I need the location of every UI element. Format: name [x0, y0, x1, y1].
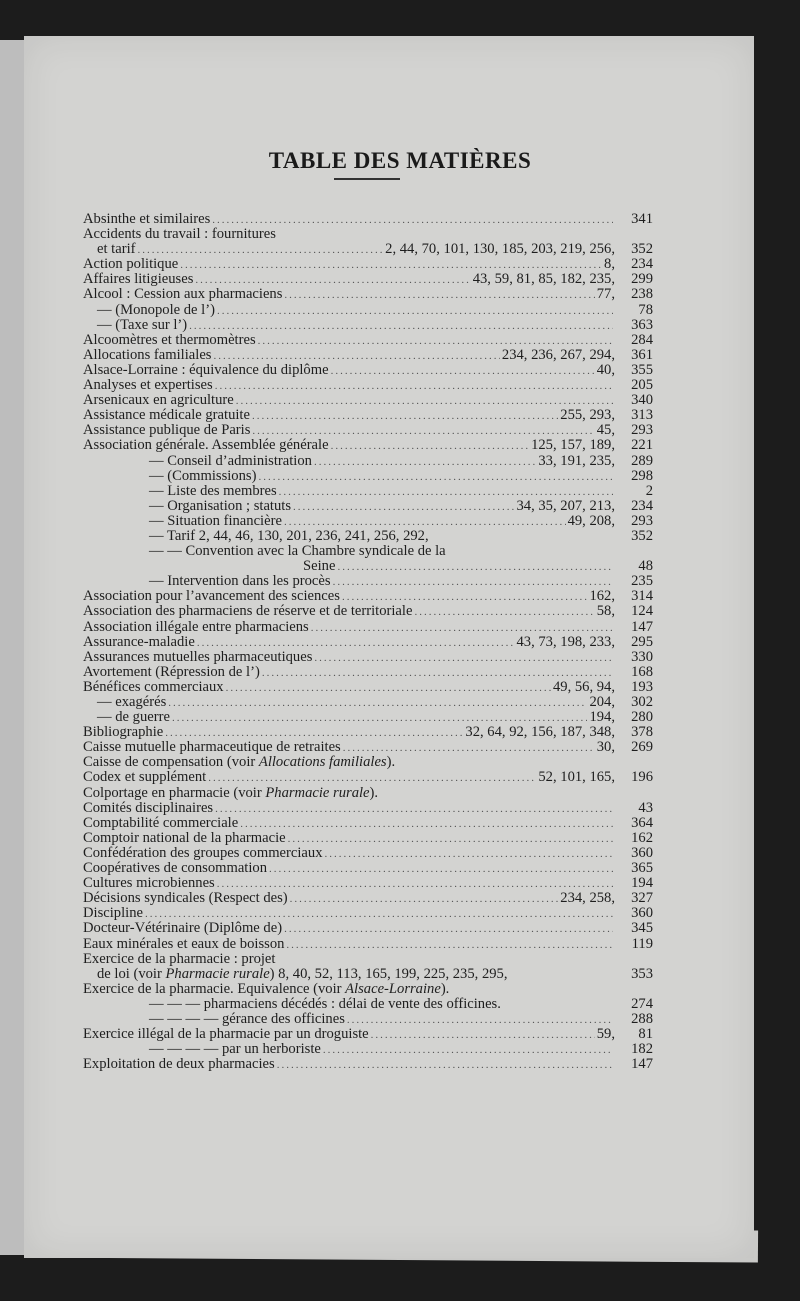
leader-dots — [284, 922, 613, 937]
leader-dots — [371, 1028, 595, 1043]
toc-entry — [83, 770, 653, 785]
toc-entry-label: Exercice illégal de la pharmacie par un droguiste — [83, 1026, 369, 1043]
toc-entry-text — [83, 620, 309, 635]
toc-entry-page: 234 — [631, 497, 653, 514]
toc-entry-label: Alcool : Cession aux pharmaciens — [83, 286, 283, 303]
toc-entry-label: Alcoomètres et thermomètres — [83, 331, 256, 348]
leader-dots — [288, 832, 613, 847]
toc-entry — [83, 650, 653, 665]
toc-entry — [83, 272, 653, 287]
toc-entry-label: Avortement (Répression de l’) — [83, 663, 260, 680]
toc-entry-label: Exploitation de deux pharmacies — [83, 1056, 275, 1073]
toc-entry — [83, 363, 653, 378]
toc-entry-page: 378 — [631, 724, 653, 741]
toc-entry-text — [149, 997, 501, 1012]
leader-dots — [333, 575, 613, 590]
toc-entry-page: 293 — [631, 422, 653, 439]
toc-entry-text — [83, 1057, 275, 1072]
toc-entry — [83, 921, 653, 936]
toc-entry-text — [83, 861, 267, 876]
toc-entry-label: Assistance publique de Paris — [83, 422, 251, 439]
toc-entry-page: 193 — [631, 678, 653, 695]
toc-entry — [83, 620, 653, 635]
toc-entry-text — [149, 484, 277, 499]
toc-entry-label: Colportage en pharmacie (voir — [83, 784, 266, 801]
toc-entry-label: Exercice de la pharmacie : projet — [83, 950, 276, 967]
toc-entry-text — [83, 393, 234, 408]
toc-entry-text — [83, 891, 288, 906]
toc-entry-page: 298 — [631, 467, 653, 484]
toc-entry-suffix: ). — [386, 754, 396, 771]
toc-entry-refs: 52, 101, 165, — [538, 769, 615, 786]
toc-entry-page: 355 — [631, 361, 653, 378]
toc-entry-page: 221 — [631, 437, 653, 454]
toc-entry-label: — Liste des membres — [149, 482, 277, 499]
toc-entry-label: Caisse mutuelle pharmaceutique de retraites — [83, 739, 341, 756]
toc-entry-page: 194 — [631, 875, 653, 892]
toc-entry — [83, 680, 653, 695]
leader-dots — [284, 288, 594, 303]
toc-entry-page: 182 — [631, 1041, 653, 1058]
toc-entry — [83, 755, 653, 770]
toc-entry-crossref: Alsace-Lorraine — [345, 980, 441, 997]
toc-entry-label: Eaux minérales et eaux de boisson — [83, 935, 285, 952]
toc-entry-label: Assistance médicale gratuite — [83, 407, 250, 424]
toc-entry-text — [97, 710, 170, 725]
toc-entry — [83, 846, 653, 861]
toc-entry-page: 314 — [631, 588, 653, 605]
toc-entry-text — [303, 559, 335, 574]
leader-dots — [414, 605, 594, 620]
toc-entry-page: 353 — [631, 965, 653, 982]
toc-entry-refs: 234, 236, 267, 294, — [501, 346, 615, 363]
toc-entry-label: Décisions syndicales (Respect des) — [83, 890, 288, 907]
toc-entry-label: Caisse de compensation (voir — [83, 754, 259, 771]
toc-entry-label: — (Monopole de l’) — [97, 301, 215, 318]
toc-entry-label: de loi (voir — [97, 965, 166, 982]
toc-entry-text — [83, 287, 282, 302]
toc-entry-suffix: ) 8, 40, 52, 113, 165, 199, 225, 235, 295, — [269, 965, 508, 982]
toc-entry-text — [83, 755, 395, 770]
toc-entry — [83, 740, 653, 755]
toc-entry-label: — — — — gérance des officines — [149, 1010, 345, 1027]
toc-entry-label: et tarif — [97, 241, 136, 258]
toc-entry-label: — de guerre — [97, 709, 170, 726]
toc-entry-refs: 49, 208, — [567, 512, 615, 529]
toc-entry-label: Coopératives de consommation — [83, 860, 268, 877]
toc-entry-page: 364 — [631, 814, 653, 831]
toc-entry-label: Bibliographie — [83, 724, 164, 741]
toc-entry-label: Cultures microbiennes — [83, 875, 215, 892]
toc-entry-page: 361 — [631, 346, 653, 363]
toc-entry-label: Discipline — [83, 905, 143, 922]
toc-entry-label: Docteur-Vétérinaire (Diplôme de) — [83, 920, 283, 937]
leader-dots — [337, 560, 613, 575]
toc-entry-text — [83, 589, 340, 604]
toc-entry-text — [149, 499, 291, 514]
toc-entry-page: 124 — [631, 603, 653, 620]
toc-entry-refs: 49, 56, 94, — [552, 678, 615, 695]
toc-entry-page: 48 — [638, 558, 653, 575]
leader-dots — [236, 394, 613, 409]
toc-entry — [83, 952, 653, 967]
toc-entry-page: 360 — [631, 905, 653, 922]
toc-entry-page: 341 — [631, 211, 653, 227]
toc-entry-page: 78 — [638, 301, 653, 318]
toc-entry-text — [149, 1042, 321, 1057]
toc-entry-refs: 43, 73, 198, 233, — [516, 633, 615, 650]
toc-entry-text — [83, 1027, 369, 1042]
toc-entry-text — [83, 801, 213, 816]
toc-entry-page: 352 — [631, 527, 653, 544]
toc-entry-text — [149, 1012, 345, 1027]
toc-entry — [83, 937, 653, 952]
toc-entry-text — [83, 272, 193, 287]
toc-entry — [83, 499, 653, 514]
leader-dots — [269, 862, 613, 877]
toc-entry-text — [83, 665, 260, 680]
toc-entry-text — [83, 831, 286, 846]
toc-entry-page: 327 — [631, 890, 653, 907]
toc-entry — [83, 529, 653, 544]
toc-entry-crossref: Allocations familiales — [258, 754, 387, 771]
toc-entry-refs: 204, — [589, 694, 615, 710]
toc-entry-page: 313 — [631, 407, 653, 424]
toc-entry-label: Association pour l’avancement des sciences — [83, 588, 340, 605]
toc-entry-refs: 59, — [596, 1026, 615, 1043]
toc-entry-label: — Conseil d’administration — [149, 452, 312, 469]
toc-entry-text — [83, 604, 412, 619]
toc-entry-text — [97, 242, 136, 257]
toc-entry — [83, 982, 653, 997]
toc-entry-label: Comptoir national de la pharmacie — [83, 829, 286, 846]
toc-entry-crossref: Pharmacie rurale — [265, 784, 370, 801]
toc-entry-page: 234 — [631, 256, 653, 273]
toc-entry — [83, 861, 653, 876]
toc-entry-label: Assurance-maladie — [83, 633, 195, 650]
toc-entry-page: 289 — [631, 452, 653, 469]
toc-entry — [83, 393, 653, 408]
toc-entry-page: 299 — [631, 271, 653, 288]
toc-entry — [83, 257, 653, 272]
toc-entry — [83, 514, 653, 529]
leader-dots — [252, 409, 558, 424]
leader-dots — [258, 470, 613, 485]
toc-entry — [83, 227, 653, 242]
toc-entry-page: 2 — [645, 482, 653, 499]
toc-entry-text — [83, 770, 206, 785]
toc-entry-label: Comptabilité commerciale — [83, 814, 239, 831]
toc-entry-suffix: ). — [440, 980, 450, 997]
toc-entry-refs: 234, 258, — [560, 890, 615, 907]
toc-entry-page: 162 — [631, 829, 653, 846]
toc-entry-label: Affaires litigieuses — [83, 271, 194, 288]
toc-entry-label: Bénéfices commerciaux — [83, 678, 224, 695]
toc-entry-text — [83, 906, 143, 921]
toc-entry-text — [149, 544, 446, 559]
leader-dots — [331, 439, 530, 454]
leader-dots — [168, 696, 587, 711]
toc-entry — [83, 303, 653, 318]
toc-entry — [83, 997, 653, 1012]
toc-entry — [83, 665, 653, 680]
toc-entry-refs: 194, — [589, 709, 615, 726]
toc-entry-text — [83, 680, 224, 695]
toc-entry-refs: 77, — [596, 286, 615, 303]
toc-entry-text — [83, 952, 275, 967]
toc-entry-text — [83, 740, 341, 755]
toc-entry-text — [97, 967, 508, 982]
toc-entry — [83, 635, 653, 650]
toc-entry-text — [149, 529, 429, 544]
toc-entry — [83, 695, 653, 710]
toc-entry-text — [83, 438, 329, 453]
toc-entry-refs: 162, — [589, 588, 615, 605]
toc-entry-label: Confédération des groupes commerciaux — [83, 844, 323, 861]
leader-dots — [331, 364, 595, 379]
toc-entry — [83, 287, 653, 302]
toc-entry-label: Codex et supplément — [83, 769, 207, 786]
toc-entry-refs: 255, 293, — [560, 407, 615, 424]
toc-entry-page: 269 — [631, 739, 653, 756]
toc-entry-label: — (Taxe sur l’) — [97, 316, 188, 333]
toc-entry-label: Analyses et expertises — [83, 377, 213, 394]
toc-entry — [83, 725, 653, 740]
toc-entry — [83, 242, 653, 257]
leader-dots — [215, 802, 613, 817]
toc-entry-label: Comités disciplinaires — [83, 799, 214, 816]
page-title: TABLE DES MATIÈRES — [268, 148, 532, 174]
toc-entry — [83, 1012, 653, 1027]
toc-entry-page: 352 — [631, 241, 653, 258]
leader-dots — [293, 500, 514, 515]
toc-entry-text — [83, 725, 163, 740]
toc-entry-label: — Intervention dans les procès — [149, 573, 331, 590]
toc-entry-label: — exagérés — [97, 694, 167, 710]
toc-entry-text — [83, 937, 284, 952]
toc-entry-page: 280 — [631, 709, 653, 726]
toc-entry-refs: 32, 64, 92, 156, 187, 348, — [465, 724, 615, 741]
leader-dots — [314, 455, 536, 470]
toc-entry-page: 81 — [638, 1026, 653, 1043]
toc-entry-label: — Organisation ; statuts — [149, 497, 292, 514]
toc-entry-page: 274 — [631, 995, 653, 1012]
toc-entry-text — [83, 876, 215, 891]
toc-entry — [83, 876, 653, 891]
toc-entry-page: 147 — [631, 1056, 653, 1073]
leader-dots — [215, 379, 613, 394]
toc-entry-page: 284 — [631, 331, 653, 348]
toc-entry-label: Exercice de la pharmacie. Equivalence (voir — [83, 980, 346, 997]
toc-entry-label: Allocations familiales — [83, 346, 212, 363]
leader-dots — [226, 681, 551, 696]
toc-entry-page: 340 — [631, 392, 653, 409]
toc-entry-label: Accidents du travail : fournitures — [83, 226, 276, 243]
toc-entry — [83, 1027, 653, 1042]
toc-entry-text — [83, 786, 378, 801]
toc-entry — [83, 786, 653, 801]
toc-entry-label: Arsenicaux en agriculture — [83, 392, 234, 409]
toc-entry-text — [97, 695, 166, 710]
toc-entry-page: 288 — [631, 1010, 653, 1027]
toc-entry-text — [83, 846, 323, 861]
toc-entry-text — [149, 454, 312, 469]
toc-entry-text — [83, 921, 282, 936]
leader-dots — [240, 817, 613, 832]
toc-entry-text — [149, 469, 256, 484]
toc-entry-label: Action politique — [83, 256, 179, 273]
toc-entry-page: 330 — [631, 648, 653, 665]
toc-entry — [83, 212, 653, 227]
toc-entry-refs: 8, — [604, 256, 615, 273]
toc-entry — [83, 891, 653, 906]
toc-entry — [83, 574, 653, 589]
toc-entry-text — [97, 303, 215, 318]
toc-entry-text — [97, 318, 187, 333]
toc-entry-page: 43 — [638, 799, 653, 816]
toc-entry — [83, 438, 653, 453]
toc-entry-refs: 43, 59, 81, 85, 182, 235, — [472, 271, 615, 288]
toc-entry — [83, 333, 653, 348]
leader-dots — [314, 651, 613, 666]
toc-entry-page: 205 — [631, 377, 653, 394]
toc-entry-label: Absinthe et similaires — [83, 211, 211, 227]
toc-entry-label: — Tarif 2, 44, 46, 130, 201, 236, 241, 256, 292, — [149, 527, 429, 544]
toc-entry-label: Assurances mutuelles pharmaceutiques — [83, 648, 313, 665]
leader-dots — [277, 1058, 613, 1073]
toc-entry-refs: 2, 44, 70, 101, 130, 185, 203, 219, 256, — [385, 241, 615, 258]
toc-entry — [83, 604, 653, 619]
toc-entry-label: — (Commissions) — [149, 467, 257, 484]
toc-entry — [83, 710, 653, 725]
leader-dots — [323, 1043, 613, 1058]
toc-entry-page: 295 — [631, 633, 653, 650]
toc-entry — [83, 484, 653, 499]
toc-entry — [83, 408, 653, 423]
toc-entry-label: Association des pharmaciens de réserve et de territoriale — [83, 603, 413, 620]
toc-entry-crossref: Pharmacie rurale — [165, 965, 270, 982]
toc-entry — [83, 1057, 653, 1072]
toc-entry-label: — Situation financière — [149, 512, 282, 529]
toc-entry-text — [83, 363, 329, 378]
title-rule — [334, 178, 400, 180]
toc-entry-suffix: ). — [369, 784, 379, 801]
toc-entry-page: 365 — [631, 860, 653, 877]
toc-entry-label: — — — pharmaciens décédés : délai de vente des officines. — [149, 995, 501, 1012]
toc-entry-text — [83, 257, 178, 272]
toc-entry — [83, 906, 653, 921]
leader-dots — [325, 847, 614, 862]
toc-entry-text — [83, 378, 213, 393]
toc-entry — [83, 544, 653, 559]
toc-entry-label: Association illégale entre pharmaciens — [83, 618, 309, 635]
toc-entry-page: 235 — [631, 573, 653, 590]
toc-entry — [83, 378, 653, 393]
toc-entry-page: 238 — [631, 286, 653, 303]
toc-entry — [83, 967, 653, 982]
toc-entry-text — [83, 333, 256, 348]
toc-entry — [83, 801, 653, 816]
toc-entry-text — [83, 227, 276, 242]
toc-entry — [83, 318, 653, 333]
toc-entry-text — [83, 408, 250, 423]
toc-entry — [83, 348, 653, 363]
toc-entry — [83, 559, 653, 574]
toc-entry-label: Seine — [303, 558, 336, 575]
toc-entry — [83, 423, 653, 438]
toc-entry-refs: 34, 35, 207, 213, — [516, 497, 615, 514]
toc-entry-text — [83, 816, 238, 831]
toc-entry — [83, 831, 653, 846]
toc-entry-label: — — — — par un herboriste — [149, 1041, 321, 1058]
toc-entry-refs: 45, — [596, 422, 615, 439]
leader-dots — [347, 1013, 613, 1028]
toc-entry — [83, 469, 653, 484]
toc-entry — [83, 589, 653, 604]
leader-dots — [286, 938, 613, 953]
toc-entry-text — [149, 514, 282, 529]
toc-entry-page: 293 — [631, 512, 653, 529]
toc-entry-text — [83, 348, 211, 363]
toc-entry — [83, 1042, 653, 1057]
toc-entry-page: 119 — [631, 935, 653, 952]
toc-entry-page: 345 — [631, 920, 653, 937]
toc-entry-label: Alsace-Lorraine : équivalence du diplôme — [83, 361, 329, 378]
toc-entry-page: 363 — [631, 316, 653, 333]
toc-entry-refs: 33, 191, 235, — [538, 452, 615, 469]
toc-entry-page: 196 — [631, 769, 653, 786]
toc-entry-text — [83, 650, 312, 665]
toc-entry — [83, 816, 653, 831]
toc-entry-page: 168 — [631, 663, 653, 680]
toc-entry-text — [83, 635, 195, 650]
toc-entry-refs: 125, 157, 189, — [531, 437, 615, 454]
toc-entry-refs: 58, — [596, 603, 615, 620]
table-of-contents — [83, 212, 653, 1072]
leader-dots — [290, 892, 559, 907]
toc-entry-text — [83, 212, 210, 227]
toc-entry-text — [149, 574, 331, 589]
toc-entry-page: 360 — [631, 844, 653, 861]
toc-entry-text — [83, 423, 250, 438]
toc-entry-text — [83, 982, 449, 997]
toc-entry-label: — — Convention avec la Chambre syndicale de la — [149, 543, 446, 560]
toc-entry-page: 302 — [631, 694, 653, 710]
toc-entry — [83, 454, 653, 469]
toc-entry-refs: 30, — [596, 739, 615, 756]
toc-entry-refs: 40, — [596, 361, 615, 378]
leader-dots — [217, 304, 613, 319]
toc-entry-page: 147 — [631, 618, 653, 635]
toc-entry-label: Association générale. Assemblée générale — [83, 437, 329, 454]
